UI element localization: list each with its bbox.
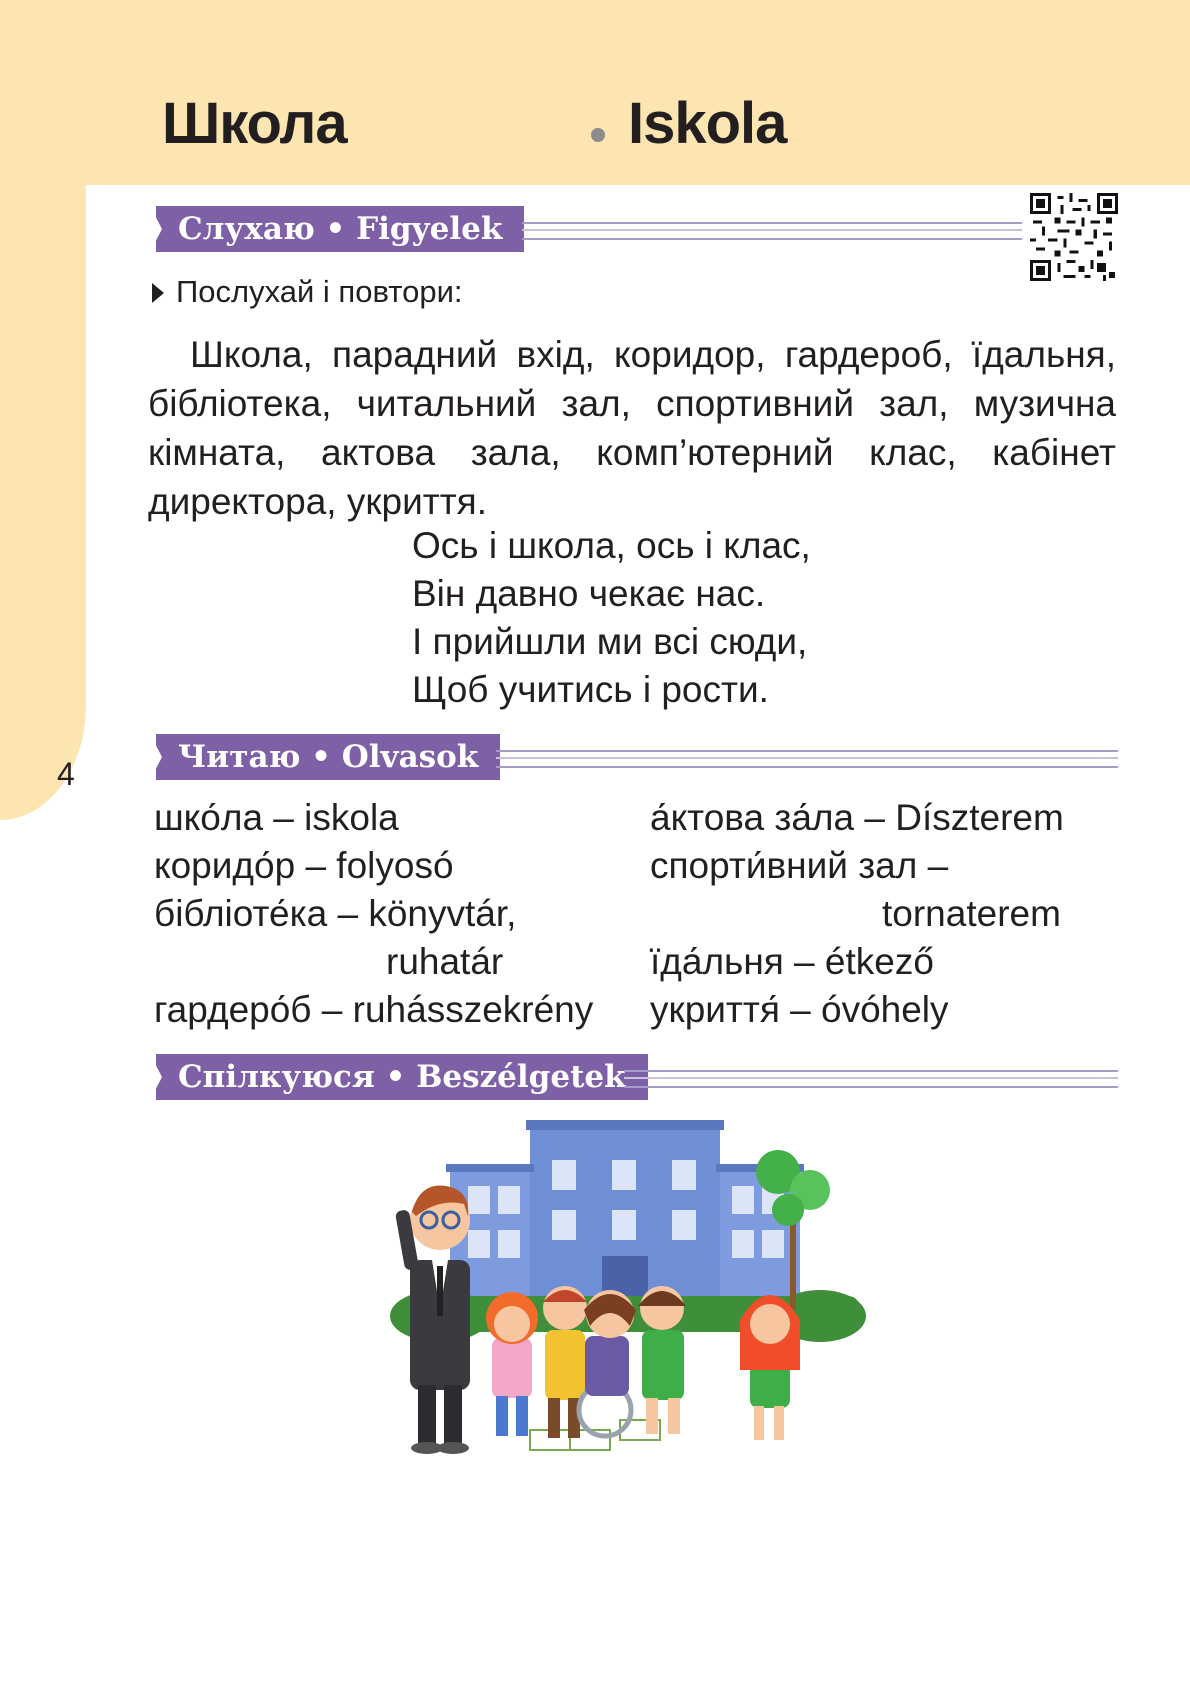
vocab-entry-continuation: tornaterem	[882, 893, 1061, 934]
qr-code-icon[interactable]	[1030, 193, 1118, 281]
paragraph-text: Школа, парадний вхід, коридор, гардероб, їдальня, бібліотека, читальний зал, спортивний зал, музична кімната, актова зала, комп’ютерний клас, кабінет директора, укриття.	[148, 334, 1116, 522]
title-separator-dot	[591, 128, 605, 142]
poem-line: Він давно чекає нас.	[412, 573, 766, 614]
vocab-entry: укриття́ – óvóhely	[650, 989, 949, 1030]
vocabulary-right-column	[650, 794, 1064, 1034]
section-arrow-icon	[150, 1054, 162, 1100]
vocab-entry: шко́ла – iskola	[154, 797, 399, 838]
page-title-ukrainian: Школа	[162, 91, 347, 156]
vocab-entry: бібліоте́ка – könyvtár,	[154, 893, 517, 934]
instruction-label: Послухай і повтори:	[176, 274, 463, 309]
vocab-entry: а́ктова за́ла – Díszterem	[650, 797, 1064, 838]
section-header-talk	[150, 1054, 1118, 1104]
vocab-entry: спорти́вний зал –	[650, 845, 949, 886]
poem-line: І прийшли ми всі сюди,	[412, 621, 808, 662]
poem-line: Щоб учитись і рости.	[412, 669, 769, 710]
bullet-triangle-icon	[152, 283, 164, 303]
vocab-entry: їда́льня – étkező	[650, 941, 934, 982]
section-divider-line	[624, 1070, 1118, 1088]
children-group	[486, 1286, 800, 1440]
page-title-hungarian: Iskola	[628, 91, 787, 156]
poem	[412, 522, 811, 714]
page-number: 4	[57, 756, 75, 792]
section-divider-line	[522, 222, 1022, 240]
school-illustration	[380, 1120, 900, 1460]
instruction-text	[152, 274, 463, 310]
side-tab	[0, 0, 86, 820]
section-arrow-icon	[150, 206, 162, 252]
vocabulary-left-column	[154, 794, 593, 1034]
school-building-icon	[446, 1120, 804, 1296]
vocab-entry: гардеро́б – ruhásszekrény	[154, 989, 594, 1030]
vocabulary-paragraph	[148, 330, 1116, 526]
vocab-entry-continuation: ruhatár	[386, 941, 504, 982]
section-label-listen: Слухаю • Figyelek	[156, 206, 524, 252]
section-header-read	[150, 734, 1118, 784]
section-label-read: Читаю • Olvasok	[156, 734, 500, 780]
poem-line: Ось і школа, ось і клас,	[412, 525, 811, 566]
section-header-listen	[150, 206, 1030, 256]
section-arrow-icon	[150, 734, 162, 780]
section-label-talk: Спілкуюся • Beszélgetek	[156, 1054, 648, 1100]
section-divider-line	[496, 750, 1118, 768]
vocab-entry: коридо́р – folyosó	[154, 845, 454, 886]
